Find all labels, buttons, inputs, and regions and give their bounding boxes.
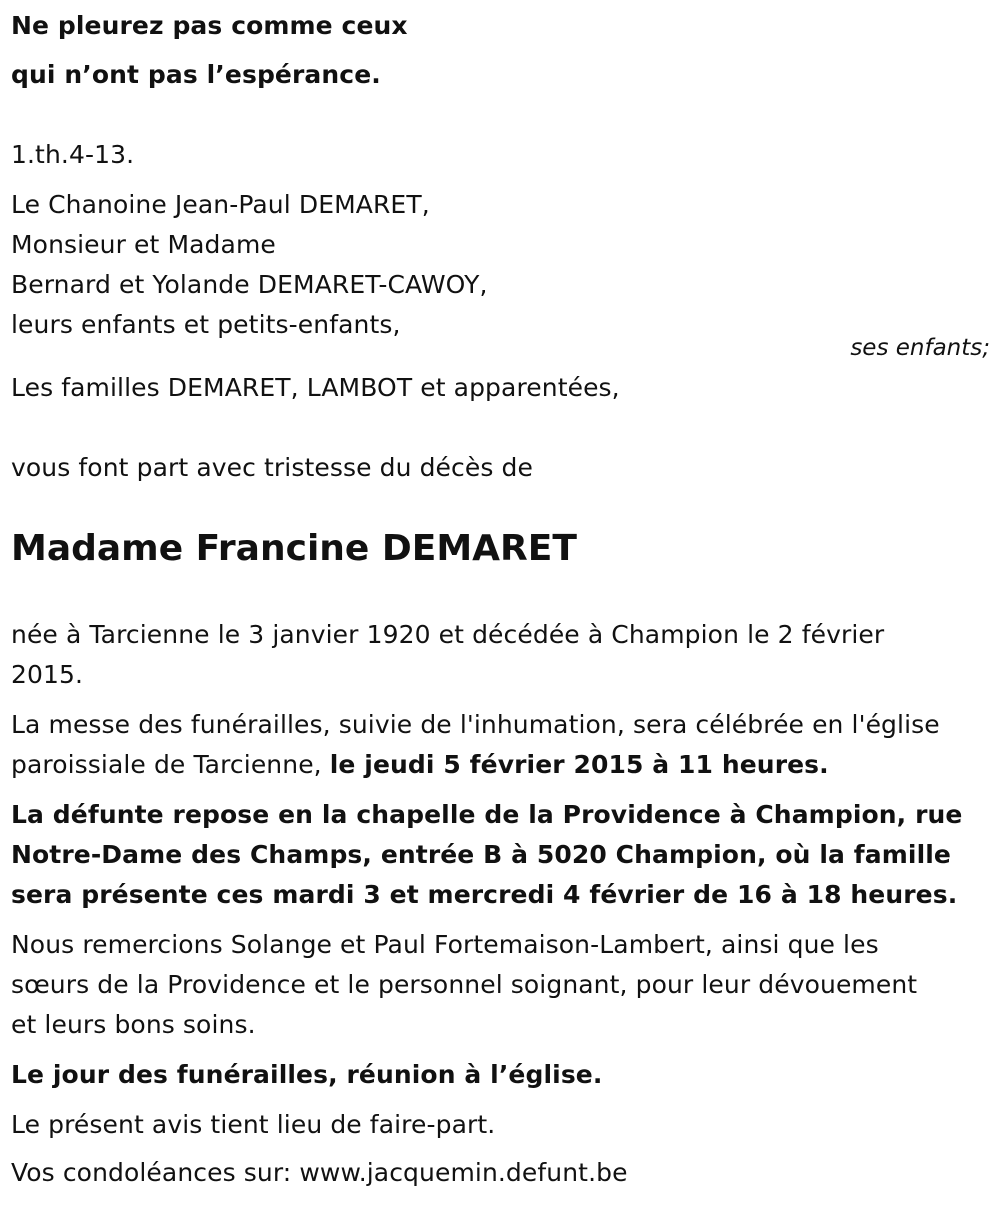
chapel-line-1: La défunte repose en la chapelle de la Providence à Champion, rue	[11, 800, 963, 829]
funeral-line-1: La messe des funérailles, suivie de l'inhumation, sera célébrée en l'église	[11, 710, 940, 739]
chapel-line-3: sera présente ces mardi 3 et mercredi 4 février de 16 à 18 heures.	[11, 880, 958, 909]
family-line-2: Monsieur et Madame	[11, 230, 276, 259]
deceased-name: Madame Francine DEMARET	[11, 528, 577, 569]
chapel-line-2: Notre-Dame des Champs, entrée B à 5020 Champion, où la famille	[11, 840, 951, 869]
condolences-note: Vos condoléances sur: www.jacquemin.defunt.be	[11, 1158, 628, 1187]
birth-death-line-1: née à Tarcienne le 3 janvier 1920 et décédée à Champion le 2 février	[11, 620, 885, 649]
family-line-3: Bernard et Yolande DEMARET-CAWOY,	[11, 270, 488, 299]
family-aside: ses enfants;	[850, 335, 990, 361]
funeral-line-2	[11, 745, 829, 785]
funeral-place: paroissiale de Tarcienne,	[11, 750, 330, 779]
notice-note: Le présent avis tient lieu de faire-part.	[11, 1110, 496, 1139]
family-line-4: leurs enfants et petits-enfants,	[11, 310, 401, 339]
verse-reference: 1.th.4-13.	[11, 140, 135, 169]
funeral-date: le jeudi 5 février 2015 à 11 heures.	[329, 750, 829, 779]
birth-death-line-2: 2015.	[11, 660, 84, 689]
verse-line-2: qui n’ont pas l’espérance.	[11, 60, 381, 89]
thanks-line-3: et leurs bons soins.	[11, 1010, 256, 1039]
family-line-1: Le Chanoine Jean-Paul DEMARET,	[11, 190, 430, 219]
verse-line-1: Ne pleurez pas comme ceux	[11, 11, 408, 40]
thanks-line-1: Nous remercions Solange et Paul Fortemaison-Lambert, ainsi que les	[11, 930, 879, 959]
meeting-note: Le jour des funérailles, réunion à l’église.	[11, 1060, 603, 1089]
thanks-line-2: sœurs de la Providence et le personnel soignant, pour leur dévouement	[11, 970, 918, 999]
announcement: vous font part avec tristesse du décès de	[11, 453, 533, 482]
family-line-5: Les familles DEMARET, LAMBOT et apparentées,	[11, 373, 620, 402]
